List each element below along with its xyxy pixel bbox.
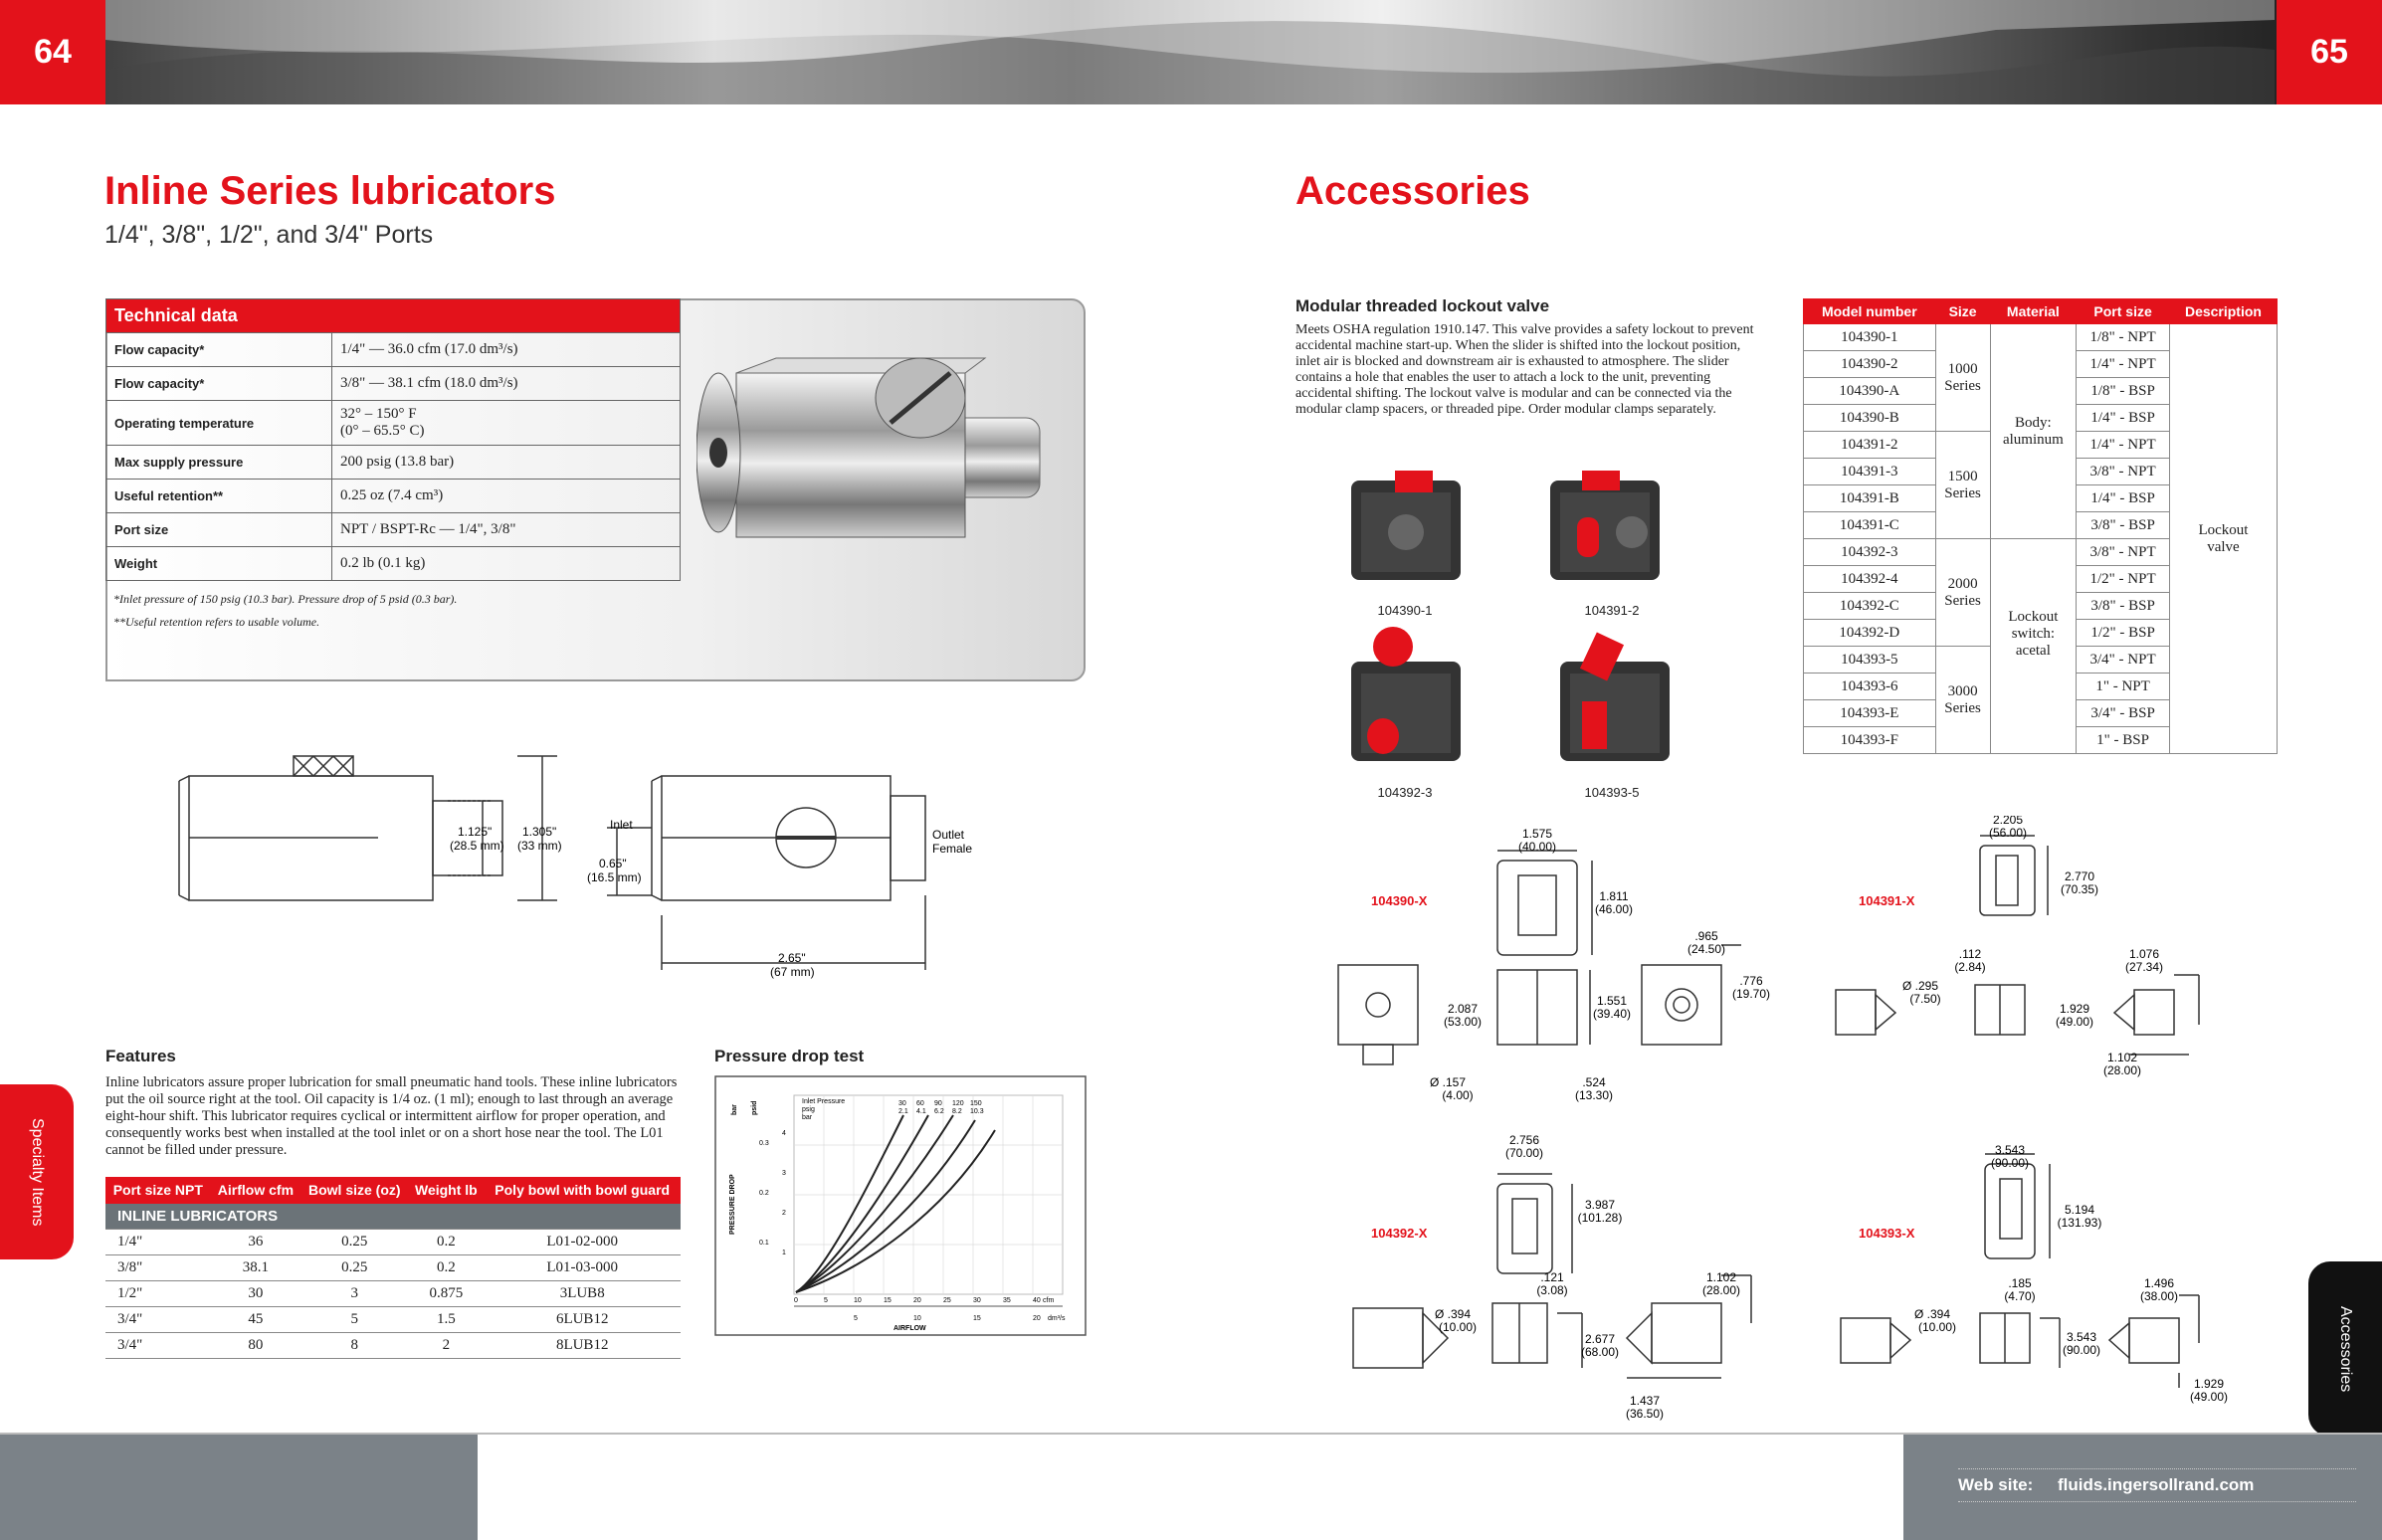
cell: 30 bbox=[211, 1281, 301, 1307]
y-tick-bar: 0.1 bbox=[759, 1240, 769, 1247]
header-wave-graphic bbox=[105, 0, 2275, 104]
tech-value: NPT / BSPT-Rc — 1/4", 3/8" bbox=[332, 513, 681, 547]
x-tick-cfm: 35 bbox=[1003, 1297, 1011, 1304]
port-cell: 3/8" - NPT bbox=[2077, 539, 2170, 566]
dim-1125-mm: (28.5 mm) bbox=[450, 839, 504, 853]
lockout-heading-text: Modular threaded lockout valve bbox=[1295, 296, 1550, 315]
table-row bbox=[105, 1333, 681, 1359]
dim-d-6: 1.929 bbox=[2193, 1377, 2225, 1391]
port-cell: 1/8" - NPT bbox=[2077, 324, 2170, 351]
legend-bar: bar bbox=[802, 1114, 813, 1121]
x-tick-cfm: 10 bbox=[854, 1297, 862, 1304]
dim-d-4-mm: (10.00) bbox=[1917, 1320, 1957, 1334]
dim-a-3: .776 bbox=[1739, 974, 1763, 988]
dim-a-7-mm: (13.30) bbox=[1574, 1088, 1614, 1102]
pressure-heading-text: Pressure drop test bbox=[714, 1047, 865, 1065]
cell: 2 bbox=[408, 1333, 484, 1359]
port-cell: 3/8" - NPT bbox=[2077, 459, 2170, 485]
order-col-header: Weight lb bbox=[408, 1177, 484, 1204]
cell: 80 bbox=[211, 1333, 301, 1359]
legend-bar-value: 6.2 bbox=[934, 1108, 944, 1115]
tech-row bbox=[106, 480, 681, 513]
model-cell: 104392-3 bbox=[1804, 539, 1936, 566]
legend-bar-value: 4.1 bbox=[916, 1108, 926, 1115]
lockout-dimension-drawings bbox=[1323, 816, 2269, 1433]
cell: 0.875 bbox=[408, 1281, 484, 1307]
cell: 3/8" bbox=[105, 1255, 211, 1281]
dim-b-2-mm: (2.84) bbox=[1954, 960, 1986, 974]
tech-key: Flow capacity* bbox=[106, 367, 332, 401]
dim-c-2-mm: (3.08) bbox=[1536, 1283, 1568, 1297]
lubricator-dimension-drawing bbox=[169, 746, 1015, 985]
port-cell: 1/2" - BSP bbox=[2077, 620, 2170, 647]
page-number-right: 65 bbox=[2277, 0, 2382, 104]
dim-b-3-mm: (27.34) bbox=[2124, 960, 2164, 974]
material-cell bbox=[1990, 539, 2077, 754]
x-unit-cfm: cfm bbox=[1043, 1297, 1055, 1304]
legend-bar-value: 8.2 bbox=[952, 1108, 962, 1115]
material-line: aluminum bbox=[2002, 431, 2064, 448]
dim-c-4-mm: (10.00) bbox=[1438, 1320, 1478, 1334]
cell: 8LUB12 bbox=[484, 1333, 681, 1359]
dim-label-104390: 104390-X bbox=[1371, 893, 1428, 908]
lockout-heading bbox=[1295, 296, 1549, 316]
order-col-header: Port size NPT bbox=[105, 1177, 211, 1204]
y-axis-bar-unit: bar bbox=[731, 1104, 738, 1115]
model-cell: 104391-B bbox=[1804, 485, 1936, 512]
footer-right-block bbox=[1903, 1435, 2382, 1540]
desc-line: Lockout bbox=[2198, 521, 2249, 538]
port-cell: 1/4" - BSP bbox=[2077, 405, 2170, 432]
cell: 1.5 bbox=[408, 1307, 484, 1333]
size-series: Series bbox=[1944, 699, 1981, 716]
tech-value: 1/4" — 36.0 cfm (17.0 dm³/s) bbox=[332, 333, 681, 367]
dim-b-0-mm: (56.00) bbox=[1988, 826, 2028, 840]
page-number-left: 64 bbox=[0, 0, 105, 104]
dim-a-7: .524 bbox=[1582, 1075, 1606, 1089]
port-cell: 3/8" - BSP bbox=[2077, 593, 2170, 620]
cell: L01-02-000 bbox=[484, 1230, 681, 1255]
dim-d-6-mm: (49.00) bbox=[2189, 1390, 2229, 1404]
dim-d-0-mm: (90.00) bbox=[1990, 1156, 2030, 1170]
technical-data-table bbox=[105, 298, 681, 581]
y-tick-psid: 3 bbox=[782, 1170, 786, 1177]
cell: 0.2 bbox=[408, 1230, 484, 1255]
tech-key: Max supply pressure bbox=[106, 446, 332, 480]
lubricator-photo bbox=[696, 353, 1075, 552]
cell: 3/4" bbox=[105, 1307, 211, 1333]
x-tick-cfm: 30 bbox=[973, 1297, 981, 1304]
dim-d-1: 5.194 bbox=[2064, 1203, 2095, 1217]
port-cell: 1/4" - NPT bbox=[2077, 351, 2170, 378]
tech-key: Flow capacity* bbox=[106, 333, 332, 367]
inlet-label: Inlet bbox=[610, 818, 633, 832]
y-tick-bar: 0.3 bbox=[759, 1140, 769, 1147]
order-col-header: Bowl size (oz) bbox=[300, 1177, 408, 1204]
model-cell: 104390-B bbox=[1804, 405, 1936, 432]
dim-1305: 1.305" bbox=[522, 825, 557, 839]
tech-value-line: 32° – 150° F bbox=[340, 406, 417, 422]
x-tick-cfm: 15 bbox=[884, 1297, 892, 1304]
legend-psig-value: 90 bbox=[934, 1100, 942, 1107]
model-cell: 104393-E bbox=[1804, 700, 1936, 727]
model-cell: 104393-F bbox=[1804, 727, 1936, 754]
x-tick-cfm: 40 bbox=[1033, 1297, 1041, 1304]
cell: 0.2 bbox=[408, 1255, 484, 1281]
port-cell: 1/8" - BSP bbox=[2077, 378, 2170, 405]
dim-a-4-mm: (53.00) bbox=[1443, 1015, 1483, 1029]
model-cell: 104391-C bbox=[1804, 512, 1936, 539]
cell: 6LUB12 bbox=[484, 1307, 681, 1333]
model-cell: 104393-6 bbox=[1804, 674, 1936, 700]
legend-bar-value: 2.1 bbox=[898, 1108, 908, 1115]
y-tick-psid: 4 bbox=[782, 1130, 786, 1137]
x-tick-cfm: 0 bbox=[794, 1297, 798, 1304]
model-cell: 104393-5 bbox=[1804, 647, 1936, 674]
port-cell: 1" - NPT bbox=[2077, 674, 2170, 700]
dim-c-1-mm: (101.28) bbox=[1577, 1211, 1623, 1225]
model-cell: 104391-3 bbox=[1804, 459, 1936, 485]
tech-key: Operating temperature bbox=[106, 401, 332, 446]
size-number: 2000 bbox=[1947, 575, 1978, 592]
size-cell bbox=[1935, 432, 1990, 539]
dim-label-104392: 104392-X bbox=[1371, 1226, 1428, 1241]
lockout-valve-table bbox=[1803, 298, 2278, 754]
dim-b-5: 1.929 bbox=[2059, 1002, 2090, 1016]
lock-col-header: Material bbox=[1990, 299, 2077, 324]
dim-b-6: 1.102 bbox=[2106, 1051, 2138, 1064]
order-col-header: Airflow cfm bbox=[211, 1177, 301, 1204]
dim-d-2-mm: (4.70) bbox=[2004, 1289, 2036, 1303]
photo-104390-1 bbox=[1351, 471, 1461, 580]
x-tick-cfm: 20 bbox=[913, 1297, 921, 1304]
table-row bbox=[105, 1307, 681, 1333]
y-axis-psid-unit: psid bbox=[751, 1100, 758, 1115]
pressure-drop-chart bbox=[714, 1075, 1087, 1336]
material-line: switch: bbox=[2011, 626, 2056, 642]
size-number: 1500 bbox=[1947, 468, 1978, 484]
tech-key: Weight bbox=[106, 547, 332, 581]
page-subtitle-left: 1/4", 3/8", 1/2", and 3/4" Ports bbox=[104, 221, 434, 249]
order-col-header: Poly bowl with bowl guard bbox=[484, 1177, 681, 1204]
cell: 38.1 bbox=[211, 1255, 301, 1281]
size-number: 3000 bbox=[1947, 682, 1978, 699]
dim-b-1: 2.770 bbox=[2064, 869, 2095, 883]
y-tick-bar: 0.2 bbox=[759, 1190, 769, 1197]
dim-b-6-mm: (28.00) bbox=[2102, 1063, 2142, 1077]
dim-a-3-mm: (19.70) bbox=[1731, 987, 1771, 1001]
side-tab-specialty-items[interactable]: Specialty Items bbox=[0, 1084, 74, 1259]
cell: 3LUB8 bbox=[484, 1281, 681, 1307]
cell: 0.25 bbox=[300, 1230, 408, 1255]
dim-a-4: 2.087 bbox=[1447, 1002, 1479, 1016]
dim-d-4: Ø .394 bbox=[1913, 1307, 1951, 1321]
model-cell: 104391-2 bbox=[1804, 432, 1936, 459]
page-title-left: Inline Series lubricators bbox=[104, 169, 556, 213]
photo-caption: 104393-5 bbox=[1584, 785, 1640, 800]
outlet-label: Outlet bbox=[932, 828, 965, 842]
dim-d-1-mm: (131.93) bbox=[2057, 1216, 2102, 1230]
port-cell: 1/4" - BSP bbox=[2077, 485, 2170, 512]
dim-c-2: .121 bbox=[1540, 1270, 1564, 1284]
dim-b-5-mm: (49.00) bbox=[2055, 1015, 2094, 1029]
model-cell: 104392-C bbox=[1804, 593, 1936, 620]
port-cell: 3/4" - BSP bbox=[2077, 700, 2170, 727]
table-row bbox=[105, 1281, 681, 1307]
lockout-valve-photos bbox=[1333, 453, 1711, 801]
photo-104393-5 bbox=[1560, 633, 1670, 761]
dim-d-5: 3.543 bbox=[2066, 1330, 2097, 1344]
dim-d-3-mm: (38.00) bbox=[2139, 1289, 2179, 1303]
page-title-right: Accessories bbox=[1295, 169, 1530, 213]
dim-a-6-mm: (4.00) bbox=[1442, 1088, 1474, 1102]
dim-1305-mm: (33 mm) bbox=[517, 839, 562, 853]
x-tick-dm: 20 bbox=[1033, 1315, 1041, 1322]
tech-row bbox=[106, 401, 681, 446]
dim-c-0: 2.756 bbox=[1508, 1133, 1540, 1147]
lock-col-header: Size bbox=[1935, 299, 1990, 324]
size-number: 1000 bbox=[1947, 360, 1978, 377]
legend-psig-value: 30 bbox=[898, 1100, 906, 1107]
size-series: Series bbox=[1944, 484, 1981, 501]
x-tick-cfm: 5 bbox=[824, 1297, 828, 1304]
tech-row bbox=[106, 547, 681, 581]
dim-a-1-mm: (46.00) bbox=[1594, 902, 1634, 916]
tech-value: 200 psig (13.8 bar) bbox=[332, 446, 681, 480]
port-cell: 3/4" - NPT bbox=[2077, 647, 2170, 674]
cell: 0.25 bbox=[300, 1255, 408, 1281]
legend-inlet-pressure: Inlet Pressure bbox=[802, 1098, 846, 1105]
photo-104391-2 bbox=[1550, 471, 1660, 580]
desc-line: valve bbox=[2207, 538, 2240, 555]
dim-b-4-mm: (7.50) bbox=[1909, 992, 1941, 1006]
legend-bar-value: 10.3 bbox=[970, 1108, 984, 1115]
x-tick-cfm: 25 bbox=[943, 1297, 951, 1304]
size-cell bbox=[1935, 647, 1990, 754]
dim-a-0: 1.575 bbox=[1521, 827, 1553, 841]
order-section-label: INLINE LUBRICATORS bbox=[105, 1204, 681, 1230]
dim-b-2: .112 bbox=[1958, 947, 1982, 961]
port-cell: 3/8" - BSP bbox=[2077, 512, 2170, 539]
dim-d-2: .185 bbox=[2008, 1276, 2032, 1290]
x-tick-dm: 5 bbox=[854, 1315, 858, 1322]
dim-label-104391: 104391-X bbox=[1859, 893, 1915, 908]
material-line: Body: bbox=[2015, 414, 2052, 431]
dim-c-5-mm: (68.00) bbox=[1580, 1345, 1620, 1359]
dim-c-3-mm: (28.00) bbox=[1701, 1283, 1741, 1297]
footer-website-label: Web site: bbox=[1958, 1475, 2034, 1494]
dim-b-3: 1.076 bbox=[2128, 947, 2160, 961]
port-cell: 1" - BSP bbox=[2077, 727, 2170, 754]
table-row bbox=[105, 1255, 681, 1281]
tech-value: 3/8" — 38.1 cfm (18.0 dm³/s) bbox=[332, 367, 681, 401]
model-cell: 104392-D bbox=[1804, 620, 1936, 647]
legend-psig-value: 60 bbox=[916, 1100, 924, 1107]
tech-value: 0.25 oz (7.4 cm³) bbox=[332, 480, 681, 513]
outlet-female-label: Female bbox=[932, 842, 973, 856]
port-cell: 1/2" - NPT bbox=[2077, 566, 2170, 593]
dim-a-0-mm: (40.00) bbox=[1517, 840, 1557, 854]
dim-265: 2.65" bbox=[778, 951, 806, 965]
tech-footnote-1: *Inlet pressure of 150 psig (10.3 bar). Pressure drop of 5 psid (0.3 bar). bbox=[113, 592, 458, 606]
footer-website-link[interactable]: fluids.ingersollrand.com bbox=[2058, 1475, 2255, 1494]
tech-key: Port size bbox=[106, 513, 332, 547]
cell: 3 bbox=[300, 1281, 408, 1307]
tech-row bbox=[106, 367, 681, 401]
material-line: acetal bbox=[2015, 643, 2051, 659]
model-cell: 104390-2 bbox=[1804, 351, 1936, 378]
dim-c-6: 1.437 bbox=[1629, 1394, 1661, 1408]
dim-d-3: 1.496 bbox=[2143, 1276, 2175, 1290]
dim-d-5-mm: (90.00) bbox=[2062, 1343, 2101, 1357]
description-cell bbox=[2169, 324, 2277, 754]
features-heading bbox=[105, 1047, 176, 1066]
tech-row bbox=[106, 333, 681, 367]
tech-footnote-2: **Useful retention refers to usable volume. bbox=[113, 615, 320, 629]
size-series: Series bbox=[1944, 592, 1981, 609]
dim-b-4: Ø .295 bbox=[1901, 979, 1939, 993]
material-cell bbox=[1990, 324, 2077, 539]
lock-col-header: Port size bbox=[2077, 299, 2170, 324]
dim-d-0: 3.543 bbox=[1994, 1143, 2026, 1157]
lockout-text: Meets OSHA regulation 1910.147. This valve provides a safety lockout to prevent accidental machine start-up. When the slider is shifted into the lockout position, inlet air is blocked and downstream air is exhausted to atmosphere. The slider contains a hole that enables the user to attach a lock to the unit, preventing accidental shifting. The lockout valve is modular and can be connected via the modular clamp spacers, or threaded pipe. Order modular clamps separately. bbox=[1295, 322, 1754, 417]
legend-psig-value: 150 bbox=[970, 1100, 982, 1107]
dim-a-5: 1.551 bbox=[1596, 994, 1628, 1008]
dim-a-1: 1.811 bbox=[1599, 889, 1629, 903]
dim-c-5: 2.677 bbox=[1584, 1332, 1616, 1346]
dim-a-2-mm: (24.50) bbox=[1687, 942, 1726, 956]
x-tick-dm: 10 bbox=[913, 1315, 921, 1322]
dim-065: 0.65" bbox=[599, 857, 627, 870]
photo-104392-3 bbox=[1351, 627, 1461, 761]
dim-265-mm: (67 mm) bbox=[770, 965, 815, 979]
lubricator-ordering-table bbox=[105, 1177, 681, 1359]
photo-caption: 104391-2 bbox=[1584, 603, 1640, 618]
tech-key: Useful retention** bbox=[106, 480, 332, 513]
dim-label-104393: 104393-X bbox=[1859, 1226, 1915, 1241]
cell: 36 bbox=[211, 1230, 301, 1255]
y-tick-psid: 2 bbox=[782, 1210, 786, 1217]
size-series: Series bbox=[1944, 377, 1981, 394]
tech-row bbox=[106, 513, 681, 547]
dim-1125: 1.125" bbox=[458, 825, 493, 839]
legend-psig: psig bbox=[802, 1106, 815, 1113]
lock-col-header: Model number bbox=[1804, 299, 1936, 324]
dim-a-6: Ø .157 bbox=[1429, 1075, 1467, 1089]
footer-left-block bbox=[0, 1435, 478, 1540]
size-cell bbox=[1935, 539, 1990, 647]
x-tick-dm: 15 bbox=[973, 1315, 981, 1322]
side-tab-accessories[interactable]: Accessories bbox=[2308, 1261, 2382, 1437]
tech-value: 0.2 lb (0.1 kg) bbox=[332, 547, 681, 581]
dim-c-1: 3.987 bbox=[1584, 1198, 1616, 1212]
dim-c-3: 1.102 bbox=[1705, 1270, 1737, 1284]
tech-row bbox=[106, 446, 681, 480]
photo-caption: 104390-1 bbox=[1377, 603, 1433, 618]
cell: 1/4" bbox=[105, 1230, 211, 1255]
dim-c-6-mm: (36.50) bbox=[1625, 1407, 1665, 1421]
cell: 3/4" bbox=[105, 1333, 211, 1359]
x-unit-dm: dm³/s bbox=[1048, 1315, 1066, 1322]
dim-a-2: .965 bbox=[1694, 929, 1718, 943]
material-line: Lockout bbox=[2008, 609, 2059, 625]
model-cell: 104390-1 bbox=[1804, 324, 1936, 351]
legend-psig-value: 120 bbox=[952, 1100, 964, 1107]
dim-c-0-mm: (70.00) bbox=[1504, 1146, 1544, 1160]
cell: 5 bbox=[300, 1307, 408, 1333]
size-cell bbox=[1935, 324, 1990, 432]
cell: 45 bbox=[211, 1307, 301, 1333]
photo-caption: 104392-3 bbox=[1377, 785, 1433, 800]
y-axis-label: PRESSURE DROP bbox=[729, 1174, 736, 1235]
tech-value-line: (0° – 65.5° C) bbox=[340, 423, 425, 439]
port-cell: 1/4" - NPT bbox=[2077, 432, 2170, 459]
y-tick-psid: 1 bbox=[782, 1250, 786, 1256]
dim-a-5-mm: (39.40) bbox=[1592, 1007, 1632, 1021]
lock-col-header: Description bbox=[2169, 299, 2277, 324]
model-cell: 104390-A bbox=[1804, 378, 1936, 405]
pressure-heading bbox=[714, 1047, 864, 1066]
tech-value bbox=[332, 401, 681, 446]
features-heading-text: Features bbox=[105, 1047, 176, 1065]
tech-table-heading: Technical data bbox=[106, 299, 681, 333]
dim-c-4: Ø .394 bbox=[1434, 1307, 1472, 1321]
cell: 8 bbox=[300, 1333, 408, 1359]
dim-065-mm: (16.5 mm) bbox=[587, 870, 642, 884]
table-row bbox=[105, 1230, 681, 1255]
dim-b-1-mm: (70.35) bbox=[2060, 882, 2099, 896]
cell: 1/2" bbox=[105, 1281, 211, 1307]
model-cell: 104392-4 bbox=[1804, 566, 1936, 593]
dim-b-0: 2.205 bbox=[1992, 816, 2024, 827]
features-text: Inline lubricators assure proper lubrication for small pneumatic hand tools. These inline lubricators put the oil source right at the tool. Oil capacity is 1/4 oz. (1 ml); enough to last through an average eight-hour shift. This lubricator requires cyclical or intermittent airflow for proper operation, and consequently works best when installed at the tool inlet or on a short hose near the tool. The L01 cannot be filled under pressure. bbox=[105, 1074, 678, 1158]
cell: L01-03-000 bbox=[484, 1255, 681, 1281]
x-axis-label: AIRFLOW bbox=[893, 1325, 926, 1332]
